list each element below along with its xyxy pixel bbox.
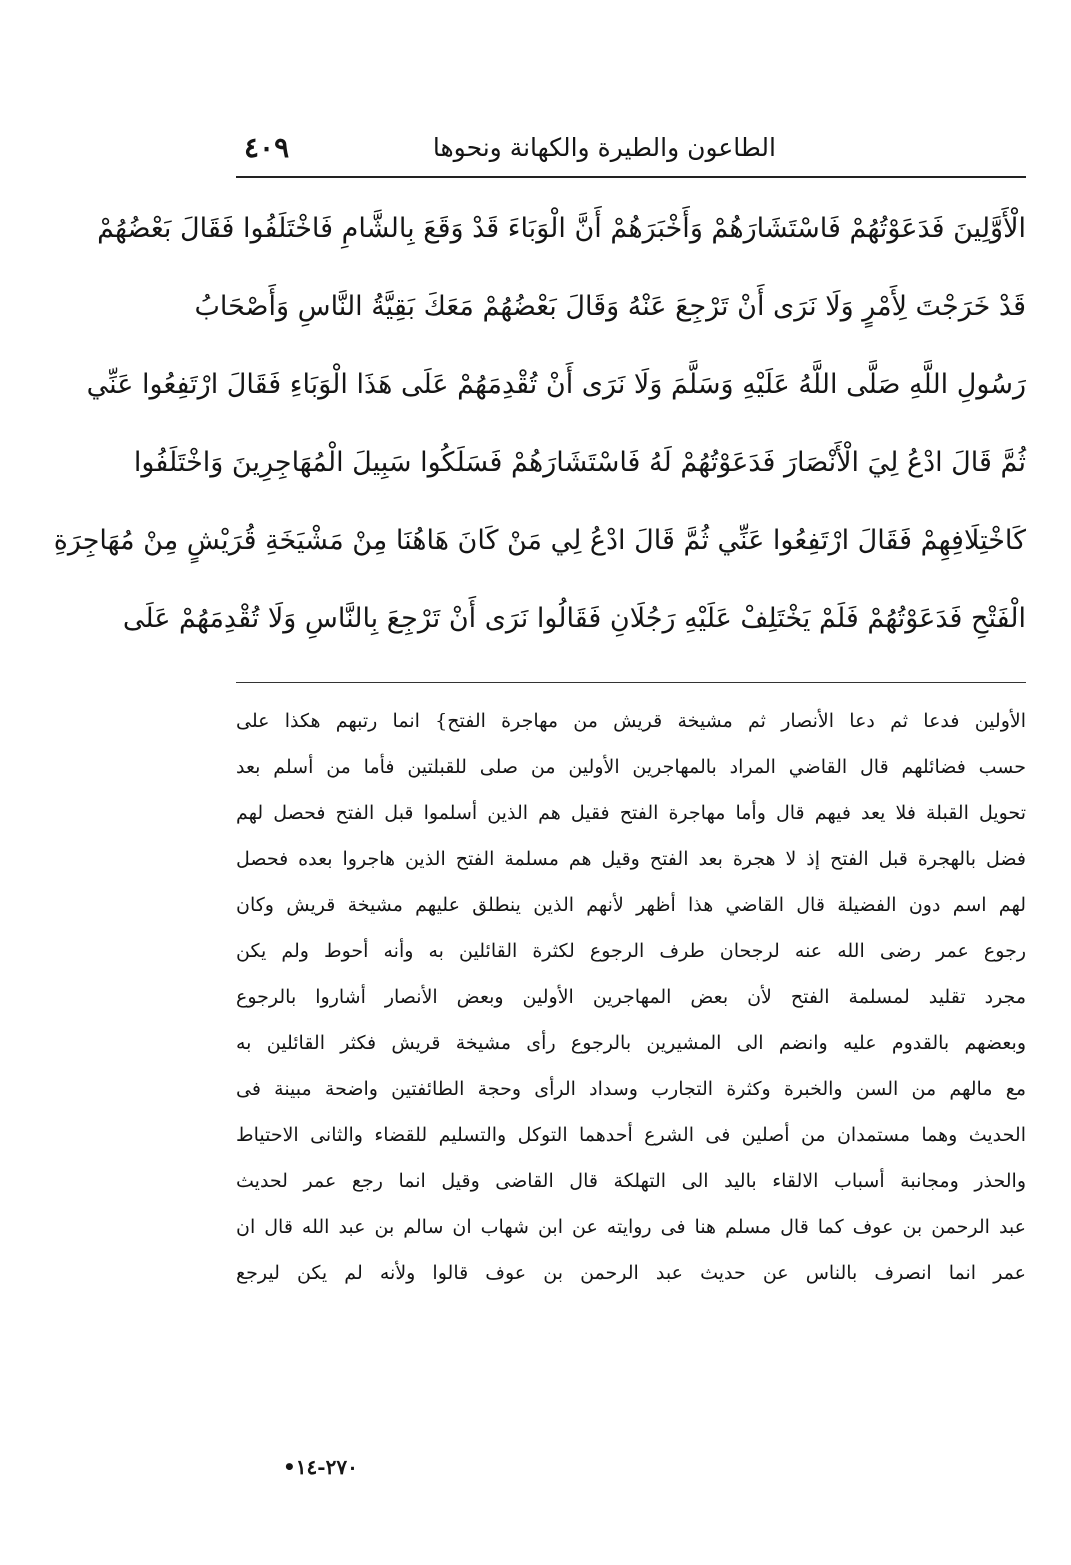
commentary-line: رجوع عمر رضى الله عنه لرجحان طرف الرجوع لكثرة القائلين به وأنه أحوط ولم يكن <box>236 940 1027 962</box>
commentary-line: وبعضهم بالقدوم عليه وانضم الى المشيرين بالرجوع رأى مشيخة قريش فكثر القائلين به <box>236 1032 1026 1054</box>
hadith-line: كَاخْتِلَافِهِمْ فَقَالَ ارْتَفِعُوا عَنِّي ثُمَّ قَالَ ادْعُ لِي مَنْ كَانَ هَاهُنَا مِنْ مَشْيَخَةِ قُرَيْشٍ مِنْ مُهَاجِرَةِ <box>53 525 1026 556</box>
commentary-line: الحديث وهما مستمدان من أصلين فى الشرع أحدهما التوكل والتسليم للقضاء والثانى الاحتياط <box>236 1124 1026 1146</box>
hadith-line: الْأَوَّلِينَ فَدَعَوْتُهُمْ فَاسْتَشَارَهُمْ وَأَخْبَرَهُمْ أَنَّ الْوَبَاءَ قَدْ وَقَعَ بِالشَّامِ فَاخْتَلَفُوا فَقَالَ بَعْضُهُمْ <box>97 213 1026 244</box>
hadith-text <box>53 190 1026 658</box>
footnote-separator <box>236 682 1026 683</box>
commentary-line: عبد الرحمن بن عوف كما قال مسلم هنا فى روايته عن ابن شهاب ان سالم بن عبد الله قال ان <box>236 1216 1026 1238</box>
commentary-line: لهم اسم دون الفضيلة قال القاضي هذا أظهر لأنهم الذين ينطلق عليهم مشيخة قريش وكان <box>236 894 1026 916</box>
header-rule <box>236 176 1026 178</box>
commentary-line: تحويل القبلة فلا يعد فيهم قال وأما مهاجرة الفتح فقيل هم الذين أسلموا قبل الفتح فحصل لهم <box>236 802 1026 824</box>
running-title: الطاعون والطيرة والكهانة ونحوها <box>432 132 776 162</box>
page-header <box>236 118 1026 176</box>
commentary-line: مع مالهم من السن والخبرة وكثرة التجارب وسداد الرأى وحجة الطائفتين واضحة مبينة فى <box>236 1078 1026 1100</box>
hadith-line: الْفَتْحِ فَدَعَوْتُهُمْ فَلَمْ يَخْتَلِفْ عَلَيْهِ رَجُلَانِ فَقَالُوا نَرَى أَنْ تَرْجِعَ بِالنَّاسِ وَلَا تُقْدِمَهُمْ عَلَى <box>122 603 1026 634</box>
commentary-line: الأولين فدعا ثم دعا الأنصار ثم مشيخة قريش من مهاجرة الفتح} انما رتبهم هكذا على <box>236 710 1026 732</box>
commentary-line: عمر انما انصرف بالناس عن حديث عبد الرحمن بن عوف قالوا ولأنه لم يكن ليرجع <box>236 1262 1026 1284</box>
hadith-line: ثُمَّ قَالَ ادْعُ لِيَ الْأَنْصَارَ فَدَعَوْتُهُمْ لَهُ فَاسْتَشَارَهُمْ فَسَلَكُوا سَبِيلَ الْمُهَاجِرِينَ وَاخْتَلَفُوا <box>133 447 1026 478</box>
commentary-text <box>236 698 1026 1296</box>
commentary-line: فضل بالهجرة قبل الفتح إذ لا هجرة بعد الفتح وقيل هم مسلمة الفتح الذين هاجروا بعده فحصل <box>236 848 1026 870</box>
commentary-line: والحذر ومجانبة أسباب الالقاء باليد الى التهلكة قال القاضى وقيل انما رجع عمر لحديث <box>236 1170 1026 1192</box>
hadith-line: رَسُولِ اللَّهِ صَلَّى اللَّهُ عَلَيْهِ وَسَلَّمَ وَلَا نَرَى أَنْ تُقْدِمَهُمْ عَلَى هَذَا الْوَبَاءِ فَقَالَ ارْتَفِعُوا عَنِّي <box>86 369 1026 400</box>
commentary-line: حسب فضائلهم قال القاضي المراد بالمهاجرين الأولين من صلى للقبلتين فأما من أسلم بعد <box>236 756 1026 778</box>
page-number: ٤٠٩ <box>244 130 290 164</box>
printer-signature: ٢٧٠-١٤• <box>283 1455 358 1479</box>
commentary-line: مجرد تقليد لمسلمة الفتح لأن بعض المهاجرين الأولين وبعض الأنصار أشاروا بالرجوع <box>236 986 1026 1008</box>
hadith-line: قَدْ خَرَجْتَ لِأَمْرٍ وَلَا نَرَى أَنْ تَرْجِعَ عَنْهُ وَقَالَ بَعْضُهُمْ مَعَكَ بَقِيَّةُ النَّاسِ وَأَصْحَابُ <box>194 291 1026 322</box>
